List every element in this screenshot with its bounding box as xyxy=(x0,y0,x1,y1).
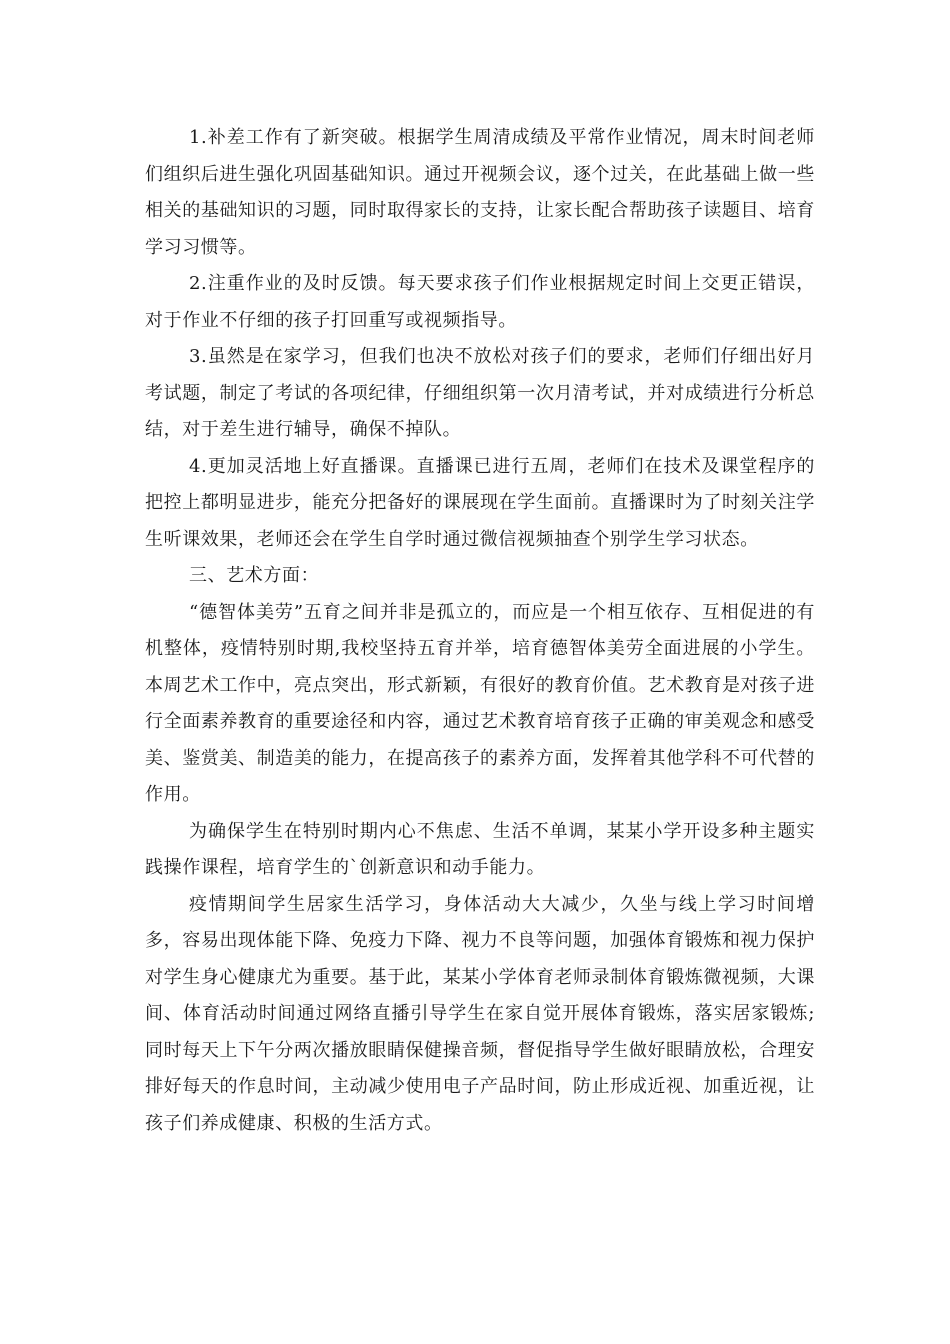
paragraph-homework-tutoring: 1.补差工作有了新突破。根据学生周清成绩及平常作业情况，周末时间老师们组织后进生强化巩固基础知识。通过开视频会议，逐个过关，在此基础上做一些相关的基础知识的习题，同时取得家长的支持，让家长配合帮助孩子读题目、培育学习习惯等。 xyxy=(145,127,815,258)
paragraph-five-educations: “德智体美劳”五育之间并非是孤立的，而应是一个相互依存、互相促进的有机整体，疫情特别时期,我校坚持五育并举，培育德智体美劳全面进展的小学生。本周艺术工作中，亮点突出，形式新颖，有很好的教育价值。艺术教育是对孩子进行全面素养教育的重要途径和内容，通过艺术教育培育孩子正确的审美观念和感受美、鉴赏美、制造美的能力，在提高孩子的素养方面，发挥着其他学科不可代替的作用。 xyxy=(145,601,815,805)
paragraph-live-class: 4.更加灵活地上好直播课。直播课已进行五周，老师们在技术及课堂程序的把控上都明显进步，能充分把备好的课展现在学生面前。直播课时为了时刻关注学生听课效果，老师还会在学生自学时通过微信视频抽查个别学生学习状态。 xyxy=(145,455,815,550)
section-heading-arts: 三、艺术方面： xyxy=(189,565,320,586)
paragraph-physical-exercise: 疫情期间学生居家生活学习，身体活动大大减少，久坐与线上学习时间增多，容易出现体能下降、免疫力下降、视力不良等问题，加强体育锻炼和视力保护对学生身心健康尤为重要。基于此，某某小学体育老师录制体育锻炼微视频，大课间、体育活动时间通过网络直播引导学生在家自觉开展体育锻炼，落实居家锻炼;同时每天上下午分两次播放眼睛保健操音频，督促指导学生做好眼睛放松，合理安排好每天的作息时间，主动减少使用电子产品时间，防止形成近视、加重近视，让孩子们养成健康、积极的生活方式。 xyxy=(145,893,815,1134)
paragraph-monthly-exam: 3.虽然是在家学习，但我们也决不放松对孩子们的要求，老师们仔细出好月考试题，制定了考试的各项纪律，仔细组织第一次月清考试，并对成绩进行分析总结，对于差生进行辅导，确保不掉队。 xyxy=(145,346,815,440)
document-body xyxy=(145,120,815,1142)
paragraph-practice-courses: 为确保学生在特别时期内心不焦虑、生活不单调，某某小学开设多种主题实践操作课程，培育学生的`创新意识和动手能力。 xyxy=(145,820,815,878)
paragraph-homework-feedback: 2.注重作业的及时反馈。每天要求孩子们作业根据规定时间上交更正错误，对于作业不仔细的孩子打回重写或视频指导。 xyxy=(145,273,815,331)
